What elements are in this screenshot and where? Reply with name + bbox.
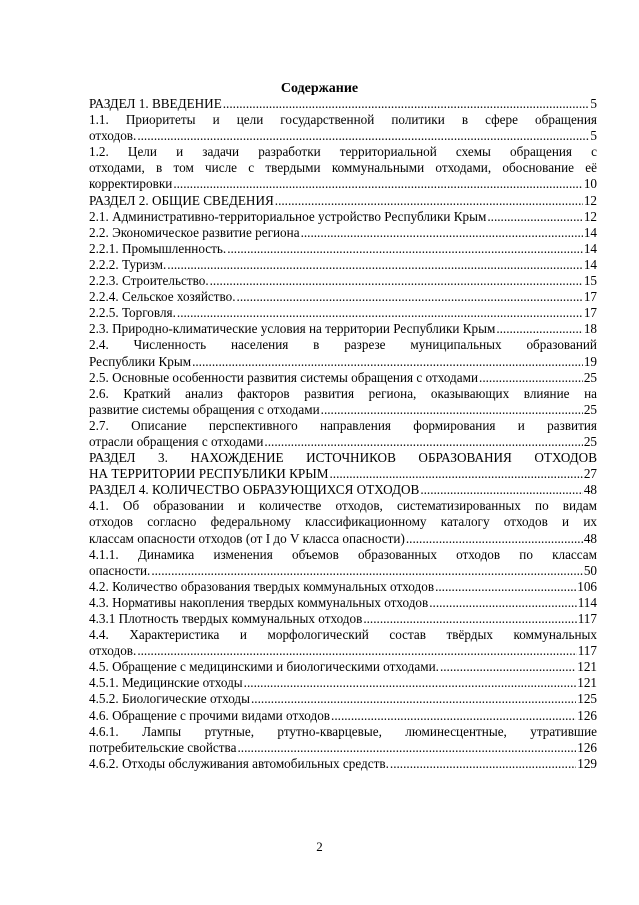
toc-entry-leader-line xyxy=(89,756,597,772)
toc-entry-leader-line xyxy=(89,482,597,498)
toc-entry-leader-line xyxy=(89,273,597,289)
toc-entry[interactable] xyxy=(89,289,597,305)
toc-entry[interactable] xyxy=(89,386,597,418)
toc-entry-text-line: 4.1. Об образовании и количестве отходов, систематизированных по видам xyxy=(89,498,597,514)
toc-entry-label: 2.3. Природно-климатические условия на территории Республики Крым xyxy=(89,321,496,337)
toc-entry-page: 27 xyxy=(583,466,597,482)
toc-entry-leader-line xyxy=(89,128,597,144)
toc-entry-label: 2.2.4. Сельское хозяйство. xyxy=(89,289,236,305)
toc-entry[interactable] xyxy=(89,627,597,659)
toc-entry-page: 25 xyxy=(583,401,597,417)
dot-leader xyxy=(275,193,583,209)
toc-entry[interactable] xyxy=(89,241,597,257)
toc-entry[interactable] xyxy=(89,96,597,112)
toc-entry[interactable] xyxy=(89,225,597,241)
dot-leader xyxy=(192,354,583,370)
toc-entry[interactable] xyxy=(89,675,597,691)
toc-entry[interactable] xyxy=(89,691,597,707)
dot-leader xyxy=(429,595,576,611)
toc-entry[interactable] xyxy=(89,193,597,209)
toc-entry-leader-line xyxy=(89,466,597,482)
toc-entry-leader-line xyxy=(89,611,597,627)
dot-leader xyxy=(440,659,576,675)
toc-entry-page: 14 xyxy=(583,224,597,240)
dot-leader xyxy=(329,466,582,482)
dot-leader xyxy=(487,209,582,225)
dot-leader xyxy=(301,225,583,241)
toc-title: Содержание xyxy=(280,81,359,96)
dot-leader xyxy=(237,289,583,305)
toc-entry-label: 2.2.3. Строительство. xyxy=(89,273,209,289)
toc-entry-text-line: 4.4. Характеристика и морфологический состав твёрдых коммунальных xyxy=(89,627,597,643)
toc-entry-text-line: РАЗДЕЛ 3. НАХОЖДЕНИЕ ИСТОЧНИКОВ ОБРАЗОВАНИЯ ОТХОДОВ xyxy=(89,450,597,466)
dot-leader xyxy=(151,563,583,579)
toc-entry-page: 12 xyxy=(583,208,597,224)
toc-entry-label: 2.2.5. Торговля. xyxy=(89,305,176,321)
toc-entry-leader-line xyxy=(89,579,597,595)
toc-entry-label: РАЗДЕЛ 4. КОЛИЧЕСТВО ОБРАЗУЮЩИХСЯ ОТХОДОВ xyxy=(89,482,420,498)
table-of-contents xyxy=(89,96,597,772)
toc-entry-page: 5 xyxy=(590,128,597,144)
toc-entry-page: 126 xyxy=(577,707,597,723)
toc-entry-text-line: 4.1.1. Динамика изменения объемов образованных отходов по классам xyxy=(89,546,597,562)
toc-entry[interactable] xyxy=(89,708,597,724)
toc-entry-label: Республики Крым xyxy=(89,353,192,369)
toc-entry-leader-line xyxy=(89,176,597,192)
toc-entry-page: 14 xyxy=(583,240,597,256)
dot-leader xyxy=(363,611,576,627)
toc-entry-label: 4.5. Обращение с медицинскими и биологическими отходами. xyxy=(89,659,439,675)
toc-entry-leader-line xyxy=(89,289,597,305)
toc-entry-leader-line xyxy=(89,225,597,241)
toc-entry-label: 4.6.2. Отходы обслуживания автомобильных средств. xyxy=(89,755,389,771)
dot-leader xyxy=(177,305,583,321)
toc-entry-leader-line xyxy=(89,241,597,257)
toc-entry-label: 2.2. Экономическое развитие региона xyxy=(89,224,300,240)
toc-entry-label: 2.5. Основные особенности развития системы обращения с отходами xyxy=(89,369,479,385)
toc-entry-label: РАЗДЕЛ 2. ОБЩИЕ СВЕДЕНИЯ xyxy=(89,192,274,208)
toc-entry[interactable] xyxy=(89,321,597,337)
toc-entry-page: 19 xyxy=(583,353,597,369)
toc-entry-page: 50 xyxy=(583,562,597,578)
toc-entry[interactable] xyxy=(89,595,597,611)
dot-leader xyxy=(479,370,583,386)
toc-entry-page: 14 xyxy=(583,256,597,272)
dot-leader xyxy=(210,273,583,289)
toc-entry-page: 121 xyxy=(577,659,597,675)
toc-entry-page: 5 xyxy=(590,96,597,111)
toc-entry-text-line: 1.2. Цели и задачи разработки территориальной схемы обращения с xyxy=(89,144,597,160)
dot-leader xyxy=(390,756,576,772)
toc-entry-label: 2.2.1. Промышленность. xyxy=(89,240,227,256)
toc-entry-text-line: отходов согласно федеральному классификационному каталогу отходов и их xyxy=(89,514,597,530)
toc-entry-label: отходов. xyxy=(89,643,137,659)
toc-entry-leader-line xyxy=(89,193,597,209)
toc-entry-label: 4.3. Нормативы накопления твердых коммунальных отходов xyxy=(89,594,429,610)
toc-entry-page: 17 xyxy=(583,289,597,305)
toc-entry-leader-line xyxy=(89,595,597,611)
toc-entry-leader-line xyxy=(89,96,597,112)
toc-entry-label: отрасли обращения с отходами xyxy=(89,433,264,449)
toc-entry-page: 126 xyxy=(577,739,597,755)
toc-entry[interactable] xyxy=(89,418,597,450)
toc-entry-leader-line xyxy=(89,691,597,707)
dot-leader xyxy=(137,128,589,144)
toc-entry-label: 2.2.2. Туризм. xyxy=(89,256,167,272)
dot-leader xyxy=(244,675,577,691)
toc-entry-label: РАЗДЕЛ 1. ВВЕДЕНИЕ xyxy=(89,96,222,111)
toc-entry-text-line: отходами, в том числе с твердыми коммунальными отходами, обоснование её xyxy=(89,160,597,176)
toc-entry-leader-line xyxy=(89,675,597,691)
toc-entry[interactable] xyxy=(89,209,597,225)
toc-entry-leader-line xyxy=(89,531,597,547)
toc-entry-leader-line xyxy=(89,563,597,579)
toc-entry[interactable] xyxy=(89,144,597,192)
toc-entry-leader-line xyxy=(89,257,597,273)
toc-entry-leader-line xyxy=(89,402,597,418)
toc-entry[interactable] xyxy=(89,579,597,595)
toc-entry-page: 48 xyxy=(583,530,597,546)
toc-entry[interactable] xyxy=(89,273,597,289)
toc-entry-page: 10 xyxy=(583,176,597,192)
dot-leader xyxy=(137,643,576,659)
toc-entry-leader-line xyxy=(89,305,597,321)
toc-entry-label: опасности. xyxy=(89,562,151,578)
toc-entry-label: НА ТЕРРИТОРИИ РЕСПУБЛИКИ КРЫМ xyxy=(89,466,329,482)
dot-leader xyxy=(251,691,576,707)
toc-entry-page: 117 xyxy=(577,611,597,626)
toc-entry[interactable] xyxy=(89,498,597,546)
toc-entry-leader-line xyxy=(89,370,597,386)
toc-entry-leader-line xyxy=(89,708,597,724)
toc-entry-leader-line xyxy=(89,643,597,659)
dot-leader xyxy=(264,434,582,450)
toc-entry-label: 4.5.1. Медицинские отходы xyxy=(89,675,243,691)
toc-entry-page: 121 xyxy=(577,675,597,691)
toc-entry-page: 106 xyxy=(577,578,597,594)
toc-entry-page: 17 xyxy=(583,305,597,321)
toc-entry-leader-line xyxy=(89,209,597,225)
toc-entry-leader-line xyxy=(89,354,597,370)
toc-entry-label: корректировки xyxy=(89,176,173,192)
toc-entry-text-line: 2.4. Численность населения в разрезе муниципальных образований xyxy=(89,337,597,353)
page-number: 2 xyxy=(316,839,323,854)
toc-entry-label: классам опасности отходов (от I до V класса опасности) xyxy=(89,530,405,546)
toc-entry[interactable] xyxy=(89,547,597,579)
toc-entry-text-line: 2.7. Описание перспективного направления формирования и развития xyxy=(89,417,597,433)
toc-entry-page: 48 xyxy=(583,482,597,498)
toc-entry-leader-line xyxy=(89,740,597,756)
dot-leader xyxy=(406,531,583,547)
toc-entry-label: потребительские свойства xyxy=(89,739,237,755)
toc-entry-leader-line xyxy=(89,659,597,675)
toc-entry-leader-line xyxy=(89,321,597,337)
dot-leader xyxy=(331,708,576,724)
dot-leader xyxy=(496,321,583,337)
toc-entry-page: 125 xyxy=(577,691,597,707)
toc-entry-page: 12 xyxy=(583,192,597,208)
toc-entry[interactable] xyxy=(89,337,597,369)
toc-entry-page: 25 xyxy=(583,369,597,385)
toc-entry-page: 18 xyxy=(583,321,597,337)
toc-entry-label: 4.3.1 Плотность твердых коммунальных отходов xyxy=(89,611,363,626)
toc-entry-page: 114 xyxy=(577,594,597,610)
toc-entry[interactable] xyxy=(89,112,597,144)
toc-entry[interactable] xyxy=(89,756,597,772)
dot-leader xyxy=(167,257,583,273)
dot-leader xyxy=(420,482,583,498)
toc-entry-label: развитие системы обращения с отходами xyxy=(89,401,320,417)
toc-entry[interactable] xyxy=(89,611,597,627)
toc-entry[interactable] xyxy=(89,305,597,321)
dot-leader xyxy=(173,176,583,192)
dot-leader xyxy=(435,579,576,595)
toc-entry-leader-line xyxy=(89,434,597,450)
toc-entry-page: 117 xyxy=(577,643,597,659)
dot-leader xyxy=(227,241,583,257)
dot-leader xyxy=(223,96,590,112)
toc-entry-label: 2.1. Административно-территориальное устройство Республики Крым xyxy=(89,208,487,224)
toc-entry-label: 4.5.2. Биологические отходы xyxy=(89,691,250,707)
toc-entry-page: 129 xyxy=(577,755,597,771)
toc-entry[interactable] xyxy=(89,482,597,498)
toc-entry-label: 4.6. Обращение с прочими видами отходов xyxy=(89,707,331,723)
toc-entry[interactable] xyxy=(89,659,597,675)
toc-entry[interactable] xyxy=(89,257,597,273)
toc-entry-text-line: 1.1. Приоритеты и цели государственной политики в сфере обращения xyxy=(89,112,597,128)
toc-entry-label: отходов. xyxy=(89,128,137,144)
toc-entry-page: 15 xyxy=(583,273,597,289)
toc-entry[interactable] xyxy=(89,724,597,756)
dot-leader xyxy=(237,740,576,756)
toc-entry-label: 4.2. Количество образования твердых коммунальных отходов xyxy=(89,578,435,594)
toc-entry-page: 25 xyxy=(583,433,597,449)
toc-entry-text-line: 4.6.1. Лампы ртутные, ртутно-кварцевые, люминесцентные, утратившие xyxy=(89,723,597,739)
toc-entry-text-line: 2.6. Краткий анализ факторов развития региона, оказывающих влияние на xyxy=(89,385,597,401)
dot-leader xyxy=(321,402,583,418)
toc-entry[interactable] xyxy=(89,450,597,482)
toc-entry[interactable] xyxy=(89,370,597,386)
